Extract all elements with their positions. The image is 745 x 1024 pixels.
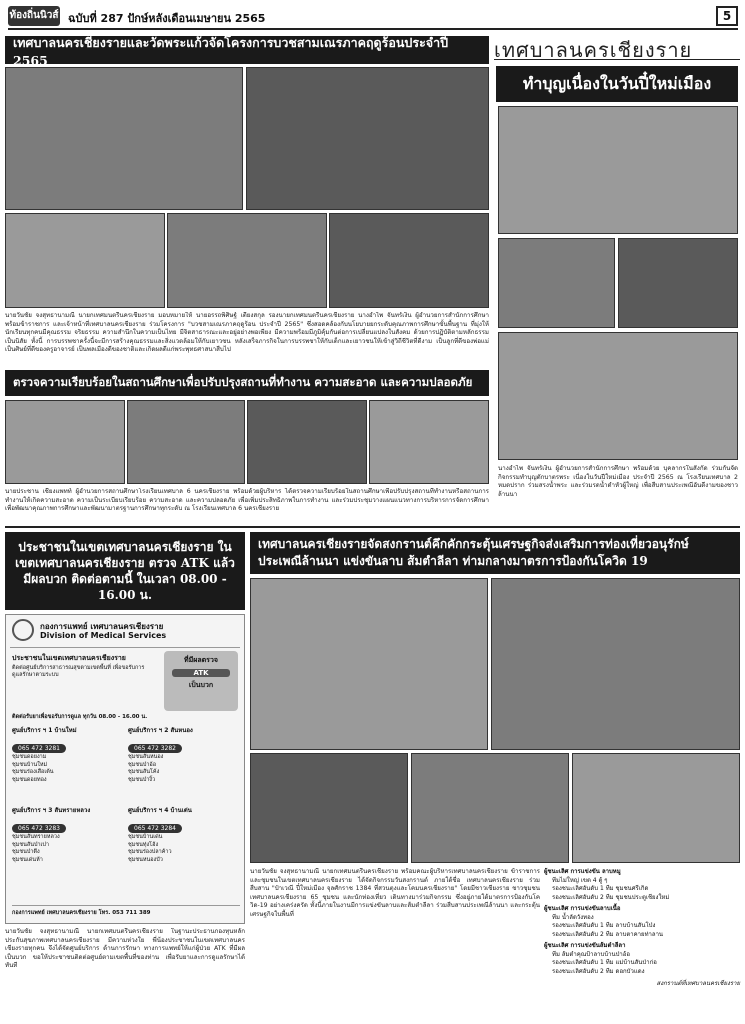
newspaper-logo: ท้องถิ่นนิวส์ (8, 6, 60, 26)
photo-merit-monk (498, 332, 738, 460)
result-1-title: ผู้ชนะเลิศ การแข่งขัน ลาบหมู (544, 868, 621, 875)
area: ชุมชนป่าตึง (12, 849, 40, 855)
issue-line: ฉบับที่ 287 ปักษ์หลังเดือนเมษายน 2565 (68, 12, 266, 25)
result-3-runner1: รองชนะเลิศอันดับ 1 ทีม แม่บ้านสันป่าก่อ (552, 959, 657, 966)
atk-positive-badge (164, 651, 238, 711)
atk-caption: นายวันชัย จงสุทธานามณี นายกเทศมนตรีนครเชียงราย ในฐานะประธานกองทุนหลักประกันสุขภาพเทศบาลนครเชียงราย มีความห่วงใย พี่น้องประชาชนในเขตเทศบาลนครเชียงรายทุกคน จึงได้จัดศูนย์บริการ ด้านการรักษา ทางการแพทย์ให้แก่ผู้ป่วย ATK ที่มีผลเป็นบวก ขอให้ประชาชนติดต่อศูนย์ตามเขตพื้นที่ของท่าน เพื่อรับยาและการดูแลรักษาได้ทันที (5, 928, 245, 970)
poster-footer: กองการแพทย์ เทศบาลนครเชียงราย โทร. 053 711 389 (12, 905, 240, 917)
area: ชุมชนป่าอ้อ (128, 761, 157, 768)
result-2 (544, 905, 740, 939)
photo-food-contest (491, 578, 740, 750)
photo-merit-group (498, 106, 738, 234)
result-2-title: ผู้ชนะเลิศ การแข่งขันลาบเนื้อ (544, 905, 621, 912)
photo-novice-ceremony-5 (329, 213, 489, 308)
center-2-phone: 065 472 3282 (128, 744, 182, 753)
result-3-runner2: รองชนะเลิศอันดับ 2 ทีม ดอกบัวแดง (552, 967, 645, 975)
result-1-runner1: รองชนะเลิศอันดับ 1 ทีม ชุมชนศรีเกิด (552, 885, 649, 892)
contest-results (544, 868, 740, 989)
result-3-winner: ทีม ส้มตำคุณป้าลาบบ้านป่าอ้อ (552, 950, 630, 958)
photo-inspection-4 (369, 400, 489, 484)
photo-novice-ceremony-1 (5, 67, 243, 210)
column-caption: นางอำไพ จันทร์เงิน ผู้อำนวยการสำนักการศึกษา พร้อมด้วย บุคลากรในสังกัด ร่วมกันจัดกิจกรรมทำบุญตักบาตรพระ เนื่องในวันปีใหม่เมือง ประจำปี 2565 ณ โรงเรียนเทศบาล 2 หมดปราก ร่วมสรงน้ำพระ และร่วมรดน้ำดำหัวผู้ใหญ่ เพื่อสืบสานประเพณีอันดีงามของชาวล้านนา (498, 465, 738, 498)
center-3-phone: 065 472 3283 (12, 824, 66, 833)
result-2-runner2: รองชนะเลิศอันดับ 2 ทีม ลาบตาคายท่าลาน (552, 930, 664, 938)
column-banner: เทศบาลนครเชียงราย (494, 34, 740, 60)
area: ชุมชนสันหนอง (128, 754, 164, 760)
page-number: 5 (716, 6, 738, 26)
photo-songkran-3 (250, 753, 408, 863)
photo-merit-3 (618, 238, 738, 328)
photo-inspection-2 (127, 400, 245, 484)
center-1 (12, 725, 124, 784)
division-english: Division of Medical Services (40, 631, 167, 640)
result-1 (544, 868, 740, 902)
story4-caption: นายวันชัย จงสุทธานามณี นายกเทศมนตรีนครเชียงราย พร้อมคณะผู้บริหารเทศบาลนครเชียงราย ข้าราชการ และชุมชนในเขตเทศบาลนครเชียงราย ได้จัดกิจกรรมวันสงกรานต์ ภายใต้ชื่อ เทศบาลนครเชียงราย ร่วมสืบสาน "ป๋าเวณี ปี๋ใหม่เมือง จุลศักราช 1384 ที่สวนตุงและโคมนครเชียงราย" โดยมีชาวเชียงราย ชาวชุมชนเทศบาลนครเชียงราย 65 ชุมชน และนักท่องเที่ยว เดินทางมาร่วมกิจกรรม ซึ่งอยู่ภายใต้มาตรการป้องกันโควิด-19 อย่างเคร่งครัด ทั้งนี้ภายในงานมีการแข่งขันลาบและส้มตำลีลา ร่วมสืบสานประเพณีล้านนา และกระตุ้นเศรษฐกิจในพื้นที่ (250, 868, 540, 918)
center-4-name: ศูนย์บริการ ฯ 4 บ้านเด่น (128, 807, 192, 814)
center-1-phone: 065 472 3281 (12, 744, 66, 753)
poster-hours: ติดต่อรับยาเพื่อขอรับการดูแล ทุกวัน 08.00 - 16.00 น. (12, 714, 148, 720)
photo-novice-ceremony-3 (5, 213, 165, 308)
result-1-winner: ทีมไม่ใหญ่ เขต 4 ตู้ ๆ (552, 876, 608, 884)
story2-headline: ตรวจความเรียบร้อยในสถานศึกษาเพื่อปรับปรุงสถานที่ทำงาน ความสะอาด และความปลอดภัย (5, 370, 489, 396)
result-1-runner2: รองชนะเลิศอันดับ 2 ทีม ชุมชนประตูเชียงใหม่ (552, 893, 670, 901)
center-4-phone: 065 472 3284 (128, 824, 182, 833)
medical-emblem-icon (12, 619, 34, 641)
center-2 (128, 725, 240, 784)
section-divider (5, 526, 740, 528)
poster-box-text: ติดต่อศูนย์บริการสาธารณสุขตามเขตพื้นที่ เพื่อขอรับการดูแลรักษาตามระบบ (12, 665, 145, 678)
area: ชุมชนร่องเสือเต้น (12, 769, 54, 775)
atk-headline: ประชาชนในเขตเทศบาลนครเชียงราย ในเขตเทศบาลนครเชียงราย ตรวจ ATK แล้วมีผลบวก ติดต่อตามนี้ ในเวลา 08.00 - 16.00 น. (5, 532, 245, 610)
area: ชุมชนดอยทอง (12, 776, 47, 783)
photo-inspection-3 (247, 400, 367, 484)
center-2-name: ศูนย์บริการ ฯ 2 สันหนอง (128, 727, 193, 734)
area: ชุมชนสันทรายหลวง (12, 834, 60, 840)
area: ชุมชนสันโค้ง (128, 769, 160, 775)
area: ชุมชนดอยงาม (12, 754, 47, 760)
area: ชุมชนสันป่าเปา (12, 841, 50, 848)
center-1-name: ศูนย์บริการ ฯ 1 บ้านใหม่ (12, 727, 77, 734)
photo-credit: สงกรานต์ที่เทศบาลนครเชียงราย (656, 980, 740, 987)
area: ชุมชนร่องปลาค้าว (128, 849, 172, 855)
area: ชุมชนทุ่งโฮ้ง (128, 841, 159, 848)
photo-songkran-4 (411, 753, 569, 863)
poster-rule (10, 647, 240, 648)
badge-line-1: ที่มีผลตรวจ (184, 656, 218, 664)
story1-caption: นายวันชัย จงสุทธานามณี นายกเทศมนตรีนครเชียงราย มอบหมายให้ นายอรรถพิศิษฐ์ เตียงสกุล รองนายกเทศมนตรีนครเชียงราย นางอำไพ จันทร์เงิน ผู้อำนวยการสำนักการศึกษา พร้อมข้าราชการ และเจ้าหน้าที่เทศบาลนครเชียงราย ร่วมโครงการ "บวชสามเณรภาคฤดูร้อน ประจำปี 2565" ซึ่งสอดคล้องกับนโยบายยกระดับคุณภาพการศึกษาขั้นพื้นฐาน ที่มุ่งให้นักเรียนทุกคนมีคุณธรรม จริยธรรม ความสำนึกในความเป็นไทย มีจิตสาธารณะและอยู่อย่างพอเพียง มีความพร้อมมีภูมิคุ้มกันต่อการเปลี่ยนแปลงในสังคม ด้วยการปฏิบัติตามหลักธรรมเป็นนิสัย ทั้งนี้ การบรรพชาครั้งนี้จะมีการสร้างคุณธรรมและสิ่งแวดล้อมให้กับเยาวชน หลังเสร็จภารกิจในการบรรพชาให้กับเด็กและเยาวชนให้เข้าสู่วิถีชีวิตที่ดีงาม เป็นลูกที่ดีของพ่อแม่ เป็นศิษย์ที่ดีของครูอาจารย์ เป็นพลเมืองดีของชาติและเกิดผลดีแก่พระพุทธศาสนาสืบไป (5, 312, 489, 354)
result-2-winner: ทีม น้ำลัดวังทอง (552, 913, 594, 921)
photo-merit-2 (498, 238, 615, 328)
area: ชุมชนเด่นห้า (12, 856, 43, 863)
masthead (8, 6, 738, 30)
photo-songkran-stage (250, 578, 488, 750)
story1-headline: เทศบาลนครเชียงรายและวัดพระแก้วจัดโครงการบวชสามเณรภาคฤดูร้อนประจำปี 2565 (5, 36, 489, 64)
column-headline: ทำบุญเนื่องในวันปี๋ใหม่เมือง (496, 66, 738, 102)
division-thai: กองการแพทย์ เทศบาลนครเชียงราย (40, 622, 164, 631)
photo-novice-ceremony-2 (246, 67, 489, 210)
atk-poster (5, 614, 245, 924)
center-3 (12, 805, 124, 864)
center-4 (128, 805, 240, 864)
poster-box-title: ประชาชนในเขตเทศบาลนครเชียงราย (12, 654, 126, 662)
center-3-name: ศูนย์บริการ ฯ 3 สันทรายหลวง (12, 807, 91, 814)
story2-caption: นายประชาน เชียงแพทท์ ผู้อำนวยการสถานศึกษาโรงเรียนเทศบาล 6 นครเชียงราย พร้อมด้วยผู้บริหาร ได้ตรวจความเรียบร้อยในสถานศึกษาเพื่อปรับปรุงสถานที่ทำงานหรือสถานการทำงานให้เกิดความสะอาด ความเป็นระเบียบเรียบร้อย ความสะอาด และความปลอดภัย เพื่อเพิ่มประสิทธิภาพในการทำงาน และร่วมประชุมวางแผนแนวทางการบริหารการจัดการศึกษา เพื่อพัฒนาคุณภาพการศึกษาและพัฒนามาตรฐานการศึกษาทุกระดับ ณ โรงเรียนเทศบาล 6 นครเชียงราย (5, 488, 489, 513)
badge-line-3: เป็นบวก (188, 681, 214, 689)
photo-inspection-1 (5, 400, 125, 484)
result-3-title: ผู้ชนะเลิศ การแข่งขันส้มตำลีลา (544, 942, 626, 949)
area: ชุมชนบ้านใหม่ (12, 761, 48, 768)
area: ชุมชนหนองบัว (128, 856, 163, 863)
photo-novice-ceremony-4 (167, 213, 327, 308)
badge-line-2: ATK (172, 669, 230, 677)
area: ชุมชนบ้านเด่น (128, 834, 163, 840)
story4-headline: เทศบาลนครเชียงรายจัดสงกรานต์คึกคักกระตุ้นเศรษฐกิจส่งเสริมการท่องเที่ยวอนุรักษ์ ประเพณีล้านนา แข่งขันลาบ ส้มตำลีลา ท่ามกลางมาตรการป้องกันโควิด 19 (250, 532, 740, 574)
area: ชุมชนป่างิ้ว (128, 776, 156, 783)
photo-songkran-5 (572, 753, 740, 863)
result-3 (544, 942, 740, 976)
result-2-runner1: รองชนะเลิศอันดับ 1 ทีม ลาบบ้านสันโป่ง (552, 922, 656, 929)
